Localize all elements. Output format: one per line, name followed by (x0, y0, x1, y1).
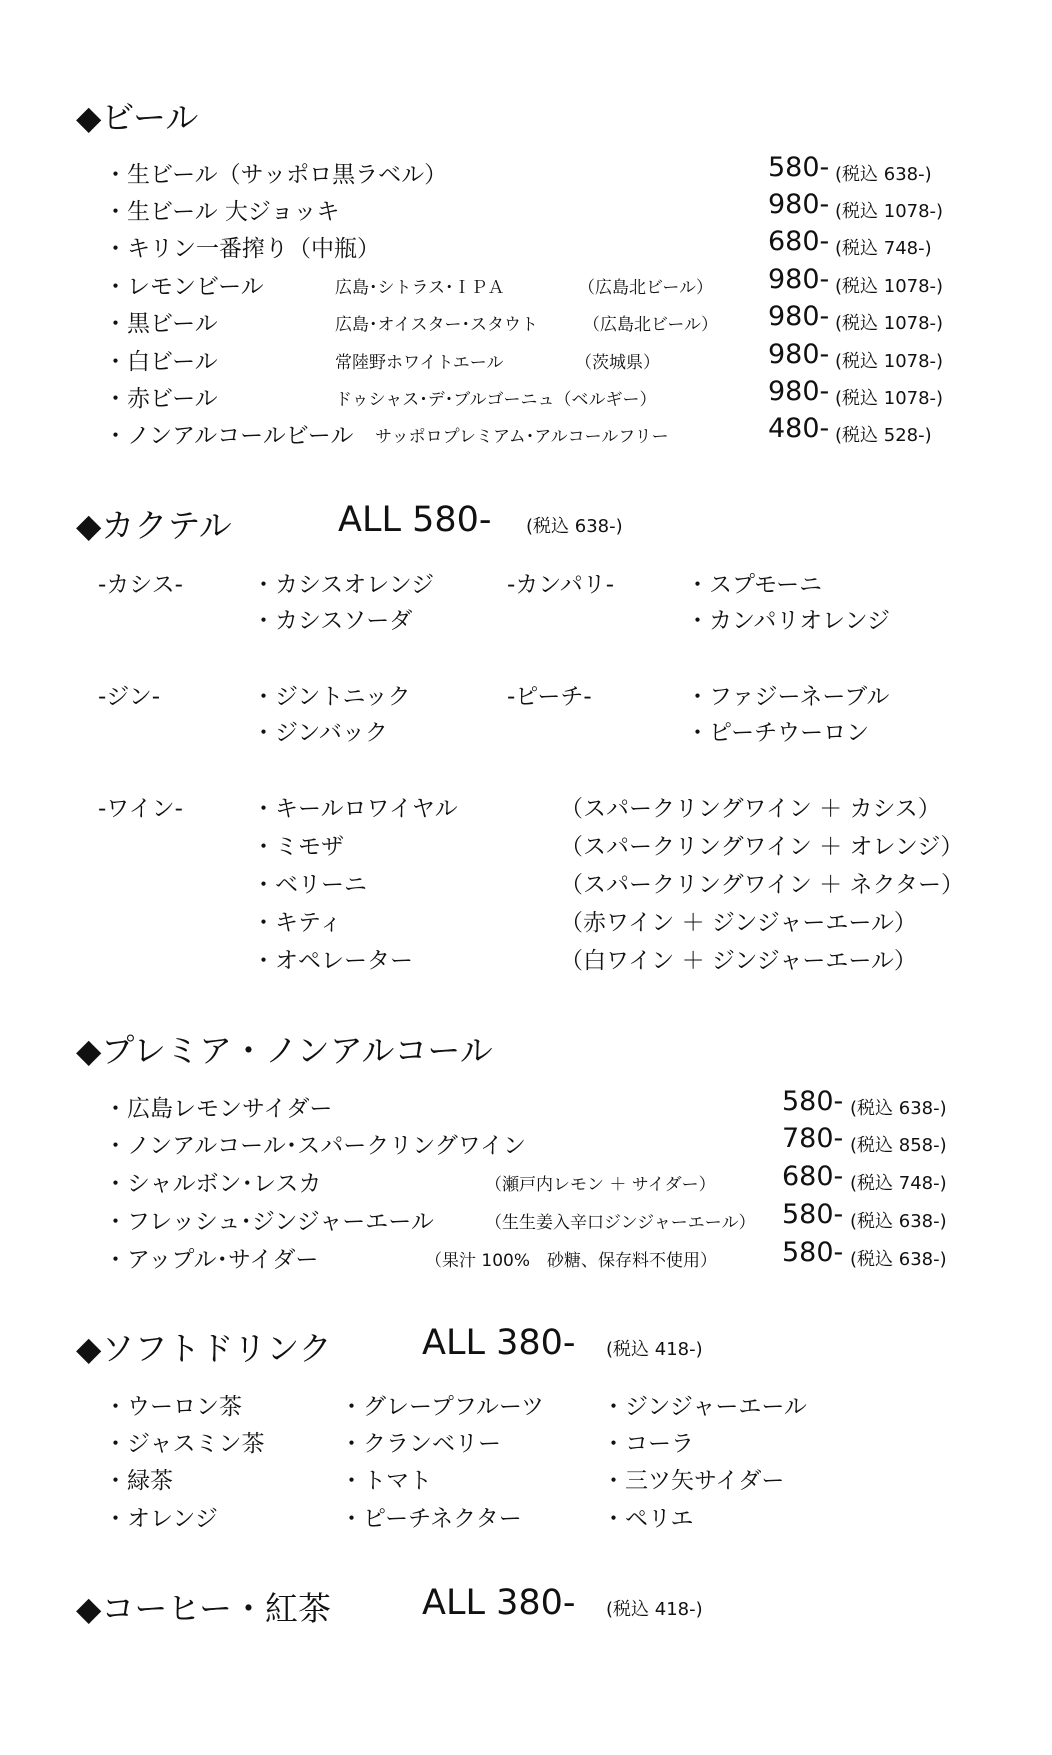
campari-label: -カンパリ- (507, 572, 614, 598)
beer-item-price: 980- (768, 264, 830, 295)
cocktail-tax: (税込 638-) (526, 516, 623, 537)
peach-item: ・ファジーネーブル (686, 684, 890, 710)
beer-item-brewery: （広島北ビール） (583, 315, 718, 335)
gin-label: -ジン- (98, 684, 161, 710)
beer-item-tax: (税込 638-) (835, 164, 932, 185)
wine-item-note: （スパークリングワイン ＋ オレンジ） (560, 834, 964, 860)
beer-item-price: 580- (768, 152, 830, 183)
soft-all-price: ALL 380- (422, 1323, 576, 1363)
soft-item: ・ピーチネクター (340, 1506, 522, 1532)
beer-item-price: 980- (768, 376, 830, 407)
premium-item-note: （果汁 100% 砂糖、保存料不使用） (425, 1251, 718, 1271)
soft-item: ・コーラ (602, 1431, 694, 1457)
beer-item-price: 680- (768, 226, 830, 257)
beer-item-tax: (税込 1078-) (835, 351, 944, 372)
beer-item-tax: (税込 748-) (835, 238, 932, 259)
gin-item: ・ジントニック (252, 684, 411, 710)
wine-label: -ワイン- (98, 796, 183, 822)
beer-item-price: 980- (768, 339, 830, 370)
cocktail-all-price: ALL 580- (338, 500, 492, 540)
premium-item-tax: (税込 858-) (850, 1135, 947, 1156)
premium-item-price: 580- (782, 1199, 844, 1230)
premium-item-name: ・ノンアルコール･スパークリングワイン (104, 1133, 527, 1159)
beer-item-description: サッポロプレミアム･アルコールフリー (375, 427, 669, 447)
premium-item-tax: (税込 638-) (850, 1249, 947, 1270)
beer-item-tax: (税込 1078-) (835, 276, 944, 297)
cassis-label: -カシス- (98, 572, 183, 598)
beer-item-brewery: （広島北ビール） (578, 278, 713, 298)
soft-item: ・ジャスミン茶 (104, 1431, 265, 1457)
premium-item-price: 580- (782, 1086, 844, 1117)
wine-item: ・ベリーニ (252, 872, 367, 898)
beer-item-tax: (税込 1078-) (835, 201, 944, 222)
beer-item-name: ・生ビール（サッポロ黒ラベル） (104, 162, 448, 188)
soft-item: ・ウーロン茶 (104, 1394, 242, 1420)
soft-item: ・三ツ矢サイダー (602, 1468, 785, 1494)
beer-item-tax: (税込 528-) (835, 425, 932, 446)
premium-heading: ◆プレミア・ノンアルコール (76, 1031, 493, 1070)
beer-item-tax: (税込 1078-) (835, 313, 944, 334)
beer-item-name: ・赤ビール (104, 386, 218, 412)
cassis-item: ・カシスソーダ (252, 608, 413, 634)
beer-heading: ◆ビール (76, 98, 199, 137)
wine-item: ・ミモザ (252, 834, 344, 860)
premium-item-tax: (税込 638-) (850, 1211, 947, 1232)
beer-item-price: 980- (768, 301, 830, 332)
cassis-item: ・カシスオレンジ (252, 572, 435, 598)
premium-item-price: 680- (782, 1161, 844, 1192)
beer-item-description: 広島･オイスター･スタウト (335, 315, 538, 335)
premium-item-tax: (税込 638-) (850, 1098, 947, 1119)
premium-item-price: 780- (782, 1123, 844, 1154)
wine-item: ・キールロワイヤル (252, 796, 458, 822)
premium-item-note: （生生姜入辛口ジンジャーエール） (485, 1213, 756, 1233)
wine-item: ・オペレーター (252, 948, 413, 974)
beer-item-name: ・レモンビール (104, 274, 264, 300)
beer-item-price: 980- (768, 189, 830, 220)
soft-item: ・オレンジ (104, 1506, 218, 1532)
campari-item: ・カンパリオレンジ (686, 608, 891, 634)
beer-item-description: ドゥシャス･デ･ブルゴーニュ（ベルギー） (335, 390, 657, 410)
soft-tax: (税込 418-) (606, 1339, 703, 1360)
beer-item-name: ・白ビール (104, 349, 218, 375)
premium-item-name: ・フレッシュ･ジンジャーエール (104, 1209, 434, 1235)
beer-item-tax: (税込 1078-) (835, 388, 944, 409)
soft-item: ・グレープフルーツ (340, 1394, 545, 1420)
wine-item-note: （スパークリングワイン ＋ ネクター） (560, 872, 965, 898)
peach-item: ・ピーチウーロン (686, 720, 870, 746)
soft-item: ・トマト (340, 1468, 432, 1494)
beer-item-name: ・黒ビール (104, 311, 218, 337)
beer-item-name: ・キリン一番搾り（中瓶） (104, 236, 380, 262)
beer-item-description: 常陸野ホワイトエール (335, 353, 504, 373)
beer-item-description: 広島･シトラス･ＩＰＡ (335, 278, 505, 298)
beer-item-brewery: （茨城県） (575, 353, 660, 373)
premium-item-price: 580- (782, 1237, 844, 1268)
peach-label: -ピーチ- (507, 684, 592, 710)
wine-item-note: （白ワイン ＋ ジンジャーエール） (560, 948, 917, 974)
cocktail-heading: ◆カクテル (76, 506, 232, 545)
premium-item-name: ・広島レモンサイダー (104, 1096, 333, 1122)
beer-item-price: 480- (768, 413, 830, 444)
premium-item-name: ・アップル･サイダー (104, 1247, 319, 1273)
soft-item: ・クランベリー (340, 1431, 501, 1457)
coffee-tax: (税込 418-) (606, 1599, 703, 1620)
beer-item-name: ・生ビール 大ジョッキ (104, 199, 340, 225)
soft-item: ・緑茶 (104, 1468, 173, 1494)
wine-item: ・キティ (252, 910, 343, 936)
coffee-all-price: ALL 380- (422, 1583, 576, 1623)
premium-item-tax: (税込 748-) (850, 1173, 947, 1194)
beer-item-name: ・ノンアルコールビール (104, 423, 354, 449)
premium-item-name: ・シャルボン･レスカ (104, 1171, 322, 1197)
coffee-heading: ◆コーヒー・紅茶 (76, 1589, 332, 1628)
campari-item: ・スプモーニ (686, 572, 823, 598)
soft-item: ・ジンジャーエール (602, 1394, 807, 1420)
premium-item-note: （瀬戸内レモン ＋ サイダー） (485, 1175, 716, 1195)
soft-heading: ◆ソフトドリンク (76, 1329, 332, 1368)
gin-item: ・ジンバック (252, 720, 388, 746)
soft-item: ・ペリエ (602, 1506, 694, 1532)
wine-item-note: （スパークリングワイン ＋ カシス） (560, 796, 941, 822)
wine-item-note: （赤ワイン ＋ ジンジャーエール） (560, 910, 917, 936)
